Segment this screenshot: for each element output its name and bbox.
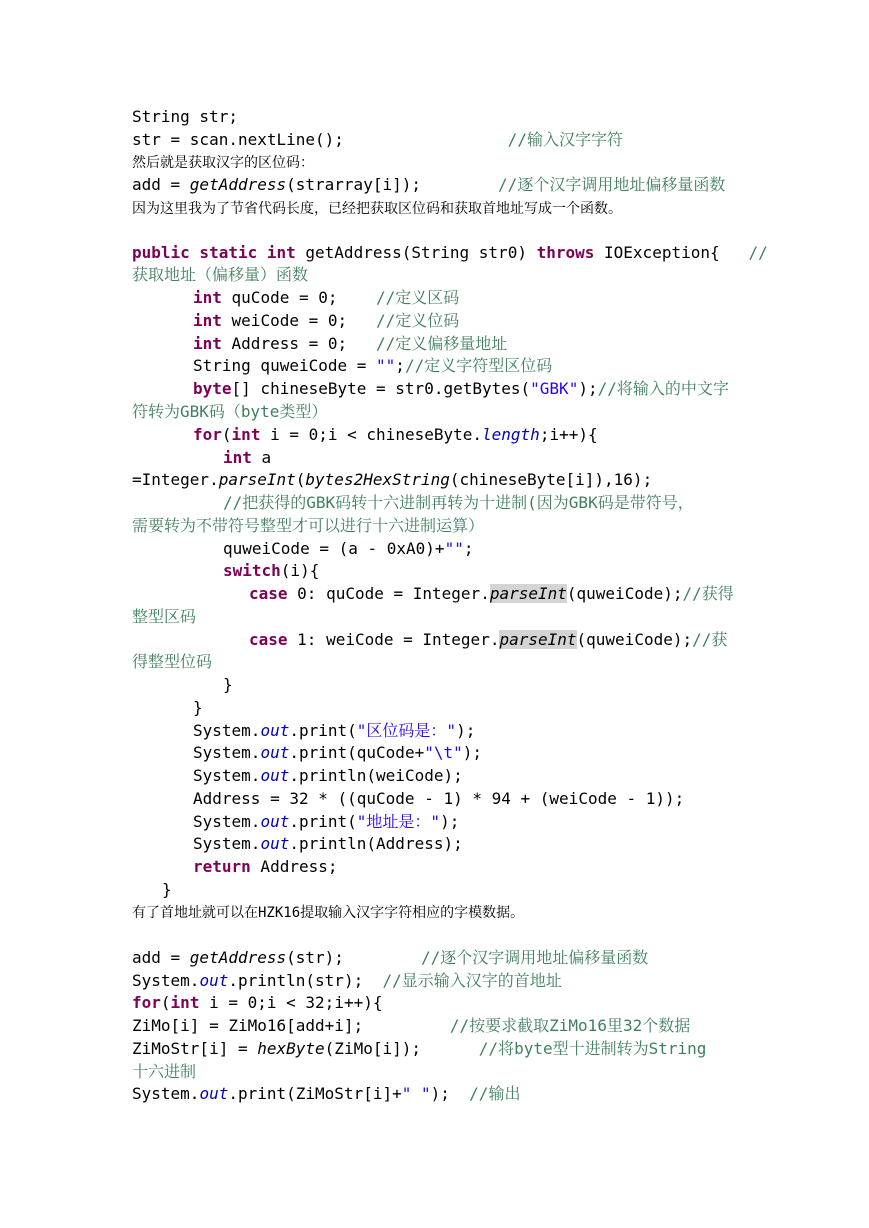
code-token: ZiMo[i] = ZiMo16[add+i];	[132, 1016, 364, 1035]
code-token: getAddress(String str0)	[295, 243, 537, 262]
code-token: i = 0;i < chineseByte.	[260, 425, 483, 444]
code-token: 需要转为不带符号整型才可以进行十六进制运算）	[132, 516, 485, 535]
code-token: parseInt	[489, 584, 567, 603]
code-token: (ZiMo[i]);	[324, 1039, 421, 1058]
document-line	[132, 1038, 706, 1060]
code-token: }	[162, 880, 172, 899]
document-line	[132, 947, 648, 969]
code-token: //定义字符型区位码	[404, 356, 553, 375]
code-token: .println(Address);	[289, 834, 463, 853]
code-token: hexByte	[257, 1039, 325, 1058]
code-token: case	[249, 630, 288, 649]
document-line	[132, 1015, 690, 1037]
code-token: "区位码是："	[356, 721, 457, 740]
code-token: //定义区码	[376, 288, 460, 307]
code-token: for	[132, 993, 161, 1012]
code-token: a	[251, 448, 272, 467]
code-token: quweiCode = (a - 0xA0)+	[223, 539, 445, 558]
code-token: .print(	[289, 812, 357, 831]
code-token: out	[260, 834, 290, 853]
code-token: int	[223, 448, 252, 467]
code-token: quCode = 0;	[221, 288, 377, 307]
code-token: public static int	[132, 243, 296, 262]
code-token: (strarray[i]);	[286, 175, 421, 194]
code-token: (i){	[280, 561, 320, 580]
document-line	[193, 378, 729, 400]
code-token: for	[193, 425, 222, 444]
code-token: ""	[376, 356, 396, 375]
code-token: //定义位码	[376, 311, 460, 330]
code-token: out	[260, 766, 290, 785]
document-line	[193, 833, 463, 855]
code-token: System.	[193, 721, 261, 740]
document-line	[193, 720, 475, 742]
document-line	[223, 538, 473, 560]
document-line	[193, 424, 598, 446]
document-line	[132, 1061, 196, 1083]
code-token: .print(	[289, 721, 357, 740]
code-token: getAddress	[189, 948, 287, 967]
code-token: .print(ZiMoStr[i]+	[228, 1084, 402, 1103]
document-line	[132, 469, 652, 491]
code-token: ;	[463, 539, 474, 558]
code-token: parseInt	[218, 470, 296, 489]
code-token: [] chineseByte = str0.getBytes(	[231, 379, 531, 398]
code-token: str = scan.nextLine();	[132, 130, 344, 149]
code-token: ZiMoStr[i] =	[132, 1039, 258, 1058]
document-line	[132, 1083, 520, 1105]
document-line	[132, 151, 314, 173]
code-token: String quweiCode =	[193, 356, 377, 375]
document-line	[132, 970, 562, 992]
code-token: "地址是："	[356, 812, 441, 831]
code-token: out	[199, 971, 229, 990]
document-line	[193, 333, 507, 355]
code-token: add =	[132, 175, 190, 194]
document-line	[193, 742, 482, 764]
code-token: //将byte型十进制转为String	[421, 1039, 707, 1058]
document-line	[132, 901, 524, 923]
code-token: byte	[193, 379, 232, 398]
document-line	[132, 606, 196, 628]
code-token: System.	[193, 766, 261, 785]
code-token: );	[578, 379, 598, 398]
code-token: int	[193, 311, 222, 330]
document-line	[132, 264, 308, 286]
code-token: );	[462, 743, 482, 762]
document-line	[249, 583, 734, 605]
code-token: out	[199, 1084, 229, 1103]
code-token: 十六进制	[132, 1062, 197, 1081]
document-line	[193, 697, 203, 719]
code-token: int	[193, 288, 222, 307]
code-token: 整型区码	[132, 607, 197, 626]
code-token: System.	[193, 834, 261, 853]
code-token: (quweiCode);	[566, 584, 683, 603]
code-token: getAddress	[189, 175, 287, 194]
code-token: //逐个汉字调用地址偏移量函数	[343, 948, 649, 967]
code-token: 0: quCode = Integer.	[287, 584, 490, 603]
code-token: System.	[132, 971, 200, 990]
code-token: System.	[193, 812, 261, 831]
document-line	[132, 651, 212, 673]
document-line	[132, 515, 484, 537]
code-token: String str;	[132, 107, 238, 126]
code-token: 获取地址（偏移量）函数	[132, 265, 309, 284]
code-token: 符转为GBK码（byte类型）	[132, 402, 328, 421]
code-token: );	[456, 721, 476, 740]
code-token: (str);	[286, 948, 344, 967]
code-token: length	[482, 425, 540, 444]
code-token: Address = 0;	[221, 334, 377, 353]
document-line	[132, 129, 623, 151]
code-token: out	[260, 812, 290, 831]
code-token: );	[430, 1084, 470, 1103]
code-token: (chineseByte[i]),16);	[449, 470, 653, 489]
code-token: int	[231, 425, 261, 444]
document-line	[162, 879, 172, 901]
code-token: (	[160, 993, 171, 1012]
document-line	[132, 197, 622, 219]
code-token: "GBK"	[530, 379, 579, 398]
code-token: //显示输入汉字的首地址	[382, 971, 562, 990]
prose-text: 有了首地址就可以在HZK16提取输入汉字字符相应的字模数据。	[132, 905, 525, 921]
document-line	[132, 992, 382, 1014]
code-token: parseInt	[499, 630, 577, 649]
code-token: //获	[692, 630, 728, 649]
document-line	[249, 629, 727, 651]
code-token: ;	[395, 356, 405, 375]
code-token: return	[193, 857, 251, 876]
code-token: throws	[536, 243, 595, 262]
document-line	[223, 492, 694, 514]
code-token: //	[748, 243, 768, 262]
code-token: (	[221, 425, 232, 444]
code-token: add =	[132, 948, 190, 967]
document-line	[193, 765, 463, 787]
code-token: .println(str);	[228, 971, 383, 990]
code-token: (	[295, 470, 306, 489]
code-token: Address = 32 * ((quCode - 1) * 94 + (weiCode - 1));	[193, 789, 685, 808]
document-line	[223, 674, 233, 696]
code-token: //将输入的中文字	[597, 379, 729, 398]
document-line	[193, 856, 338, 878]
code-token: //输入汉字字符	[343, 130, 623, 149]
code-token: =Integer.	[132, 470, 219, 489]
code-token: }	[193, 698, 203, 717]
code-token: ""	[444, 539, 464, 558]
code-token: .print(quCode+	[289, 743, 425, 762]
code-token: i = 0;i < 32;i++){	[199, 993, 383, 1012]
prose-text: 因为这里我为了节省代码长度，已经把获取区位码和获取首地址写成一个函数。	[132, 201, 622, 217]
document-line	[193, 355, 552, 377]
code-token: out	[260, 721, 290, 740]
document-line	[193, 310, 459, 332]
code-token: int	[170, 993, 200, 1012]
code-token: 得整型位码	[132, 652, 213, 671]
code-token: IOException{	[594, 243, 749, 262]
code-token: }	[223, 675, 233, 694]
code-token: //按要求截取ZiMo16里32个数据	[363, 1016, 691, 1035]
code-token: //输出	[469, 1084, 521, 1103]
document-line	[193, 287, 459, 309]
code-token: case	[249, 584, 288, 603]
document-line	[193, 788, 684, 810]
code-token: //获得	[682, 584, 734, 603]
document-line	[223, 447, 271, 469]
code-token: bytes2HexString	[305, 470, 450, 489]
document-line	[193, 811, 459, 833]
prose-text: 然后就是获取汉字的区位码：	[132, 155, 314, 171]
code-token: System.	[193, 743, 261, 762]
code-token: weiCode = 0;	[221, 311, 377, 330]
code-token: //把获得的GBK码转十六进制再转为十进制(因为GBK码是带符号，	[223, 493, 694, 512]
code-token: );	[440, 812, 460, 831]
code-token: .println(weiCode);	[289, 766, 463, 785]
code-token: int	[193, 334, 222, 353]
document-line	[132, 401, 327, 423]
code-token: (quweiCode);	[576, 630, 693, 649]
code-token: //定义偏移量地址	[376, 334, 508, 353]
code-token: System.	[132, 1084, 200, 1103]
code-token: 1: weiCode = Integer.	[287, 630, 500, 649]
document-line	[132, 106, 238, 128]
code-token: out	[260, 743, 290, 762]
code-token: //逐个汉字调用地址偏移量函数	[420, 175, 726, 194]
document-line	[223, 560, 319, 582]
code-token: ;i++){	[539, 425, 598, 444]
document-line	[132, 174, 725, 196]
document-line	[132, 242, 768, 264]
code-token: switch	[223, 561, 281, 580]
code-token: "\t"	[424, 743, 463, 762]
code-token: Address;	[250, 857, 338, 876]
code-token: " "	[401, 1084, 431, 1103]
